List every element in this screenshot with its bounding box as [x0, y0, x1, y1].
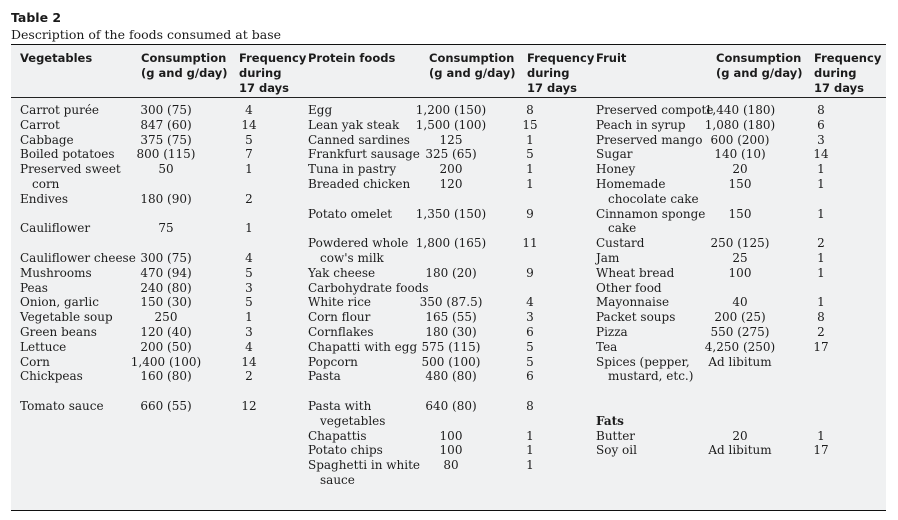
consumption-value: 100	[439, 428, 463, 443]
consumption-value: 1,200 (150)	[415, 103, 487, 117]
frequency-value: 3	[817, 132, 825, 147]
food-name: Endives	[20, 191, 69, 206]
frequency-value: 11	[522, 236, 538, 251]
food-name: Carrot	[20, 117, 60, 132]
food-name: Peas	[20, 280, 48, 295]
frequency-value: 5	[245, 265, 253, 280]
food-name: Jam	[596, 251, 620, 265]
frequency-value: 5	[526, 354, 534, 369]
food-name: Spaghetti in white	[308, 458, 421, 473]
consumption-value: 847 (60)	[140, 117, 192, 132]
consumption-value: 480 (80)	[425, 369, 477, 384]
frequency-value: 1	[526, 132, 534, 147]
frequency-value: 5	[245, 295, 253, 310]
food-name: Mushrooms	[20, 265, 92, 280]
consumption-value: Ad libitum	[708, 443, 772, 458]
consumption-value: 550 (275)	[710, 325, 770, 339]
consumption-value: 150	[728, 177, 752, 191]
food-name: Chapatti with egg	[308, 339, 418, 354]
food-name: Egg	[308, 103, 333, 117]
consumption-value: 80	[443, 458, 459, 473]
food-name: Pasta with	[308, 399, 372, 413]
consumption-value: 150	[728, 206, 752, 221]
consumption-value: Ad libitum	[708, 354, 772, 369]
frequency-value: 5	[526, 339, 534, 354]
consumption-value: 200 (25)	[714, 310, 766, 325]
frequency-value: 1	[526, 443, 534, 458]
food-name: Cauliflower	[20, 221, 91, 236]
consumption-value: 1,800 (165)	[415, 236, 487, 251]
food-name: sauce	[320, 473, 355, 487]
consumption-value: 120	[439, 177, 463, 191]
consumption-value: 240 (80)	[140, 280, 192, 295]
consumption-value: 20	[732, 162, 748, 177]
food-name: Wheat bread	[596, 265, 675, 280]
frequency-value: 1	[817, 251, 825, 265]
frequency-value: 9	[526, 265, 534, 280]
consumption-value: 140 (10)	[714, 147, 766, 162]
food-name: Lettuce	[20, 339, 67, 354]
food-name: Tea	[596, 339, 618, 354]
food-name: Preserved compote	[596, 103, 714, 117]
frequency-value: 6	[526, 325, 534, 339]
food-name: Frankfurt sausage	[308, 147, 420, 162]
frequency-value: 14	[241, 354, 257, 369]
food-name: vegetables	[320, 413, 386, 428]
header-frequency-protein: Frequency during 17 days	[527, 51, 595, 95]
consumption-value: 1,400 (100)	[130, 354, 202, 369]
frequency-value: 14	[241, 117, 257, 132]
consumption-value: 1,500 (100)	[415, 117, 487, 132]
food-name: Pasta	[308, 369, 341, 384]
frequency-value: 1	[526, 428, 534, 443]
frequency-value: 12	[241, 399, 257, 413]
frequency-value: 6	[526, 369, 534, 384]
food-name: Popcorn	[308, 354, 358, 369]
consumption-value: 500 (100)	[421, 354, 481, 369]
food-name: Potato chips	[308, 443, 383, 458]
consumption-value: 50	[158, 162, 174, 177]
consumption-value: 250	[154, 310, 178, 325]
food-name: Breaded chicken	[308, 177, 411, 191]
frequency-value: 1	[817, 265, 825, 280]
food-name: Powdered whole	[308, 236, 409, 251]
consumption-value: 4,250 (250)	[704, 339, 776, 354]
food-name: Preserved sweet	[20, 162, 121, 177]
food-name: chocolate cake	[608, 191, 699, 206]
consumption-value: 100	[439, 443, 463, 458]
consumption-value: 375 (75)	[140, 132, 192, 147]
frequency-value: 14	[813, 147, 829, 162]
frequency-value: 2	[817, 236, 825, 251]
food-name: Fats	[596, 413, 624, 428]
food-name: Chickpeas	[20, 369, 83, 384]
food-name: Spices (pepper,	[596, 354, 690, 369]
food-table	[11, 44, 886, 511]
food-name: Onion, garlic	[20, 295, 99, 310]
frequency-value: 8	[526, 103, 534, 117]
table-label: Table 2	[11, 10, 62, 25]
consumption-value: 150 (30)	[140, 295, 192, 310]
consumption-value: 75	[158, 221, 174, 236]
food-name: Pizza	[596, 325, 628, 339]
food-name: cake	[608, 221, 637, 236]
consumption-value: 100	[728, 265, 752, 280]
food-name: cow's milk	[320, 251, 384, 265]
consumption-value: 200 (50)	[140, 339, 192, 354]
food-name: Tuna in pastry	[308, 162, 397, 177]
food-name: Cornflakes	[308, 325, 374, 339]
header-frequency-fruit: Frequency during 17 days	[814, 51, 882, 95]
food-name: Corn	[20, 354, 50, 369]
consumption-value: 40	[732, 295, 748, 310]
frequency-value: 2	[817, 325, 825, 339]
food-name: Yak cheese	[308, 265, 376, 280]
frequency-value: 4	[245, 251, 253, 265]
frequency-value: 1	[245, 310, 253, 325]
food-name: White rice	[308, 295, 372, 310]
food-name: Boiled potatoes	[20, 147, 115, 162]
food-name: Mayonnaise	[596, 295, 670, 310]
frequency-value: 8	[817, 103, 825, 117]
consumption-value: 600 (200)	[710, 132, 770, 147]
frequency-value: 9	[526, 206, 534, 221]
food-name: corn	[32, 177, 60, 191]
header-frequency-vegetables: Frequency during 17 days	[239, 51, 307, 95]
frequency-value: 6	[817, 117, 825, 132]
frequency-value: 2	[245, 369, 253, 384]
header-divider	[11, 97, 886, 98]
frequency-value: 17	[813, 443, 829, 458]
frequency-value: 1	[526, 162, 534, 177]
consumption-value: 180 (90)	[140, 191, 192, 206]
consumption-value: 250 (125)	[710, 236, 770, 251]
consumption-value: 300 (75)	[140, 251, 192, 265]
frequency-value: 1	[817, 162, 825, 177]
food-name: Preserved mango	[596, 132, 703, 147]
consumption-value: 325 (65)	[425, 147, 477, 162]
consumption-value: 300 (75)	[140, 103, 192, 117]
consumption-value: 180 (20)	[425, 265, 477, 280]
food-name: Soy oil	[596, 443, 637, 458]
header-consumption-fruit: Consumption (g and g/day)	[716, 51, 803, 80]
header-protein: Protein foods	[308, 51, 396, 65]
header-consumption-protein: Consumption (g and g/day)	[429, 51, 516, 80]
frequency-value: 7	[245, 147, 253, 162]
frequency-value: 1	[817, 177, 825, 191]
food-name: Packet soups	[596, 310, 676, 325]
frequency-value: 4	[245, 339, 253, 354]
consumption-value: 470 (94)	[140, 265, 192, 280]
food-name: Tomato sauce	[20, 399, 104, 413]
frequency-value: 1	[526, 458, 534, 473]
consumption-value: 1,080 (180)	[704, 117, 776, 132]
frequency-value: 4	[245, 103, 253, 117]
food-name: Honey	[596, 162, 636, 177]
frequency-value: 1	[817, 428, 825, 443]
frequency-value: 8	[526, 399, 534, 413]
frequency-value: 4	[526, 295, 534, 310]
food-name: Other food	[596, 280, 662, 295]
frequency-value: 1	[245, 221, 253, 236]
food-name: Cinnamon sponge	[596, 206, 706, 221]
food-name: Potato omelet	[308, 206, 393, 221]
header-vegetables: Vegetables	[20, 51, 93, 65]
frequency-value: 8	[817, 310, 825, 325]
consumption-value: 25	[732, 251, 748, 265]
consumption-value: 1,350 (150)	[415, 206, 487, 221]
frequency-value: 2	[245, 191, 253, 206]
frequency-value: 3	[245, 280, 253, 295]
consumption-value: 160 (80)	[140, 369, 192, 384]
frequency-value: 1	[526, 177, 534, 191]
consumption-value: 125	[439, 132, 463, 147]
frequency-value: 1	[817, 295, 825, 310]
food-name: Lean yak steak	[308, 117, 400, 132]
frequency-value: 5	[245, 132, 253, 147]
table-caption: Description of the foods consumed at base	[11, 27, 282, 42]
food-name: Sugar	[596, 147, 633, 162]
frequency-value: 15	[522, 117, 538, 132]
consumption-value: 120 (40)	[140, 325, 192, 339]
food-name: Green beans	[20, 325, 97, 339]
food-name: Corn flour	[308, 310, 371, 325]
consumption-value: 20	[732, 428, 748, 443]
consumption-value: 800 (115)	[136, 147, 196, 162]
food-name: Carbohydrate foods	[308, 280, 429, 295]
consumption-value: 165 (55)	[425, 310, 477, 325]
consumption-value: 1,440 (180)	[704, 103, 776, 117]
food-name: Homemade	[596, 177, 666, 191]
food-name: Butter	[596, 428, 636, 443]
food-name: Peach in syrup	[596, 117, 686, 132]
frequency-value: 17	[813, 339, 829, 354]
consumption-value: 660 (55)	[140, 399, 192, 413]
food-name: Cauliflower cheese	[20, 251, 136, 265]
header-consumption-vegetables: Consumption (g and g/day)	[141, 51, 228, 80]
food-name: Vegetable soup	[20, 310, 113, 325]
food-name: mustard, etc.)	[608, 369, 694, 384]
food-name: Carrot purée	[20, 103, 100, 117]
frequency-value: 5	[526, 147, 534, 162]
frequency-value: 3	[245, 325, 253, 339]
consumption-value: 640 (80)	[425, 399, 477, 413]
consumption-value: 180 (30)	[425, 325, 477, 339]
food-name: Cabbage	[20, 132, 74, 147]
food-name: Custard	[596, 236, 645, 251]
consumption-value: 350 (87.5)	[419, 295, 483, 310]
frequency-value: 3	[526, 310, 534, 325]
frequency-value: 1	[245, 162, 253, 177]
frequency-value: 1	[817, 206, 825, 221]
food-name: Canned sardines	[308, 132, 410, 147]
header-fruit: Fruit	[596, 51, 627, 65]
consumption-value: 200	[439, 162, 463, 177]
food-name: Chapattis	[308, 428, 367, 443]
consumption-value: 575 (115)	[421, 339, 481, 354]
